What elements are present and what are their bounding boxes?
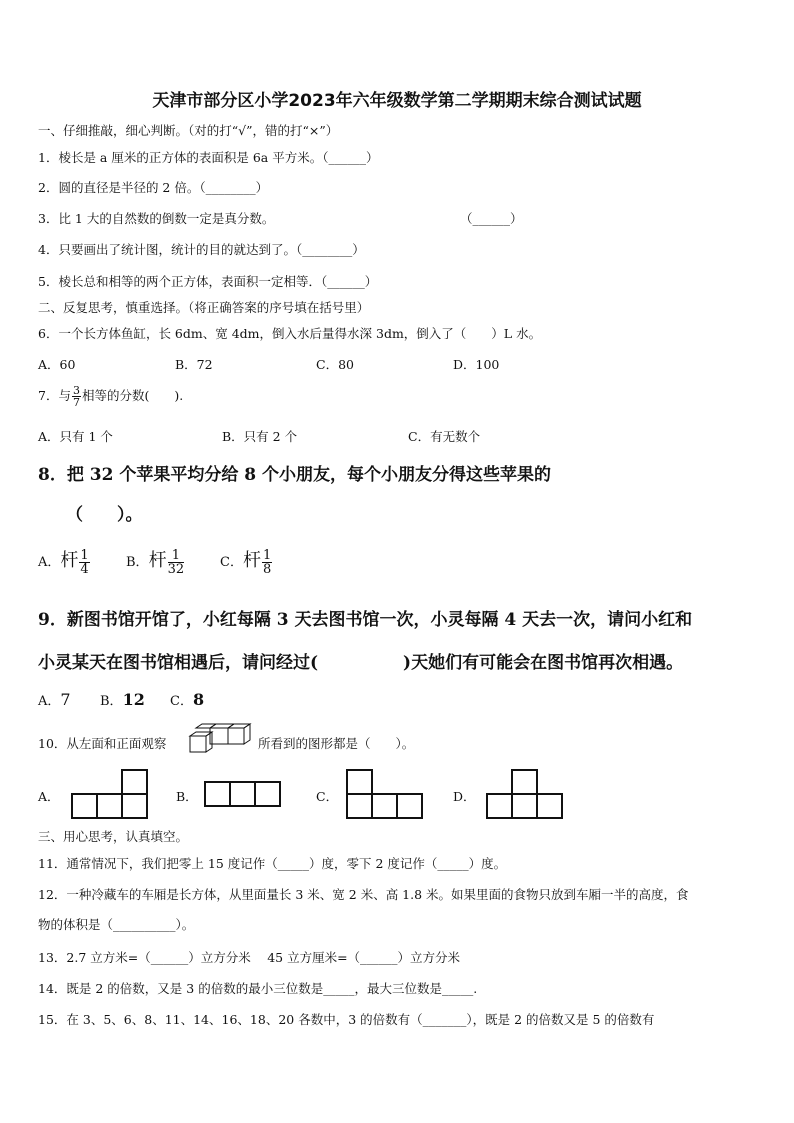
question-14: 14．既是 2 的倍数，又是 3 的倍数的最小三位数是_____，最大三位数是_____. xyxy=(38,981,478,996)
q6-option-d: D．100 xyxy=(453,357,500,372)
q7-numerator: 3 xyxy=(72,384,80,397)
question-7 xyxy=(38,385,183,408)
q10-option-d-label: D． xyxy=(453,789,476,804)
question-2: 2．圆的直径是半径的 2 倍。（________） xyxy=(38,180,269,195)
q7-suffix: 相等的分数( ). xyxy=(81,388,184,403)
q7-option-a: A．只有 1 个 xyxy=(38,429,113,444)
question-12-line1: 12．一种冷藏车的车厢是长方体，从里面量长 3 米、宽 2 米、高 1.8 米。如果里面的食物只放到车厢一半的高度，食 xyxy=(38,887,689,902)
q10-option-b-label: B． xyxy=(176,789,198,804)
section-heading-judge: 一、仔细推敲，细心判断。（对的打“√”，错的打“×”） xyxy=(38,123,339,138)
question-1: 1．棱长是 a 厘米的正方体的表面积是 6a 平方米。（______） xyxy=(38,150,379,165)
q7-fraction xyxy=(72,385,81,408)
q8-option-b: B．杆 $\frac{1}{32}$ xyxy=(126,548,185,577)
page-title: 天津市部分区小学2023年六年级数学第二学期期末综合测试试题 xyxy=(152,91,642,111)
q8-option-a: A．杆 $\frac{1}{4}$ xyxy=(38,548,89,577)
q10-option-a-figure xyxy=(70,768,150,820)
question-3: 3．比 1 大的自然数的倒数一定是真分数。 xyxy=(38,211,275,226)
question-9-line1: 9．新图书馆开馆了，小红每隔 3 天去图书馆一次，小灵每隔 4 天去一次，请问小红和 xyxy=(38,610,693,630)
q9-option-b: B．12 xyxy=(100,690,145,709)
question-5: 5．棱长总和相等的两个正方体，表面积一定相等．（______） xyxy=(38,274,378,289)
q6-option-c: C．80 xyxy=(316,357,354,372)
question-4: 4．只要画出了统计图，统计的目的就达到了。（________） xyxy=(38,242,365,257)
q7-option-b: B．只有 2 个 xyxy=(222,429,298,444)
q6-option-a: A．60 xyxy=(38,357,76,372)
q10-option-d-figure xyxy=(485,768,565,820)
section-heading-choice: 二、反复思考，慎重选择。（将正确答案的序号填在括号里） xyxy=(38,300,370,315)
q10-option-c-figure xyxy=(345,768,425,820)
question-8-line1: 8．把 32 个苹果平均分给 8 个小朋友，每个小朋友分得这些苹果的 xyxy=(38,465,551,485)
q7-prefix: 7．与 xyxy=(38,388,71,403)
q6-option-b: B．72 xyxy=(175,357,213,372)
question-15: 15．在 3、5、6、8、11、14、16、18、20 各数中，3 的倍数有（_______），既是 2 的倍数又是 5 的倍数有 xyxy=(38,1012,655,1027)
question-6: 6．一个长方体鱼缸，长 6dm、宽 4dm，倒入水后量得水深 3dm，倒入了（ ）L 水。 xyxy=(38,326,542,341)
q8-option-c: C．杆 $\frac{1}{8}$ xyxy=(220,548,272,577)
question-10-suffix: 所看到的图形都是（ ）。 xyxy=(258,736,415,751)
section-heading-fill: 三、用心思考，认真填空。 xyxy=(38,829,189,844)
q7-option-c: C．有无数个 xyxy=(408,429,481,444)
question-12-line2: 物的体积是（__________）。 xyxy=(38,917,195,932)
question-3-blank: （______） xyxy=(460,211,523,226)
q9-option-c: C．8 xyxy=(170,690,205,709)
question-8-line2: （ ）。 xyxy=(66,505,143,525)
question-10-prefix: 10．从左面和正面观察 xyxy=(38,736,167,751)
question-9-line2: 小灵某天在图书馆相遇后，请问经过( )天她们有可能会在图书馆再次相遇。 xyxy=(38,653,684,673)
q10-option-a-label: A． xyxy=(38,789,60,804)
cube-stack-figure xyxy=(188,722,252,756)
question-11: 11．通常情况下，我们把零上 15 度记作（_____）度，零下 2 度记作（_____）度。 xyxy=(38,856,507,871)
q7-denominator: 7 xyxy=(72,396,80,409)
q10-option-c-label: C． xyxy=(316,789,339,804)
q10-option-b-figure xyxy=(203,780,283,808)
question-13: 13．2.7 立方米=（______）立方分米 45 立方厘米=（______）立方分米 xyxy=(38,950,461,965)
q9-option-a: A．7 xyxy=(38,690,71,709)
